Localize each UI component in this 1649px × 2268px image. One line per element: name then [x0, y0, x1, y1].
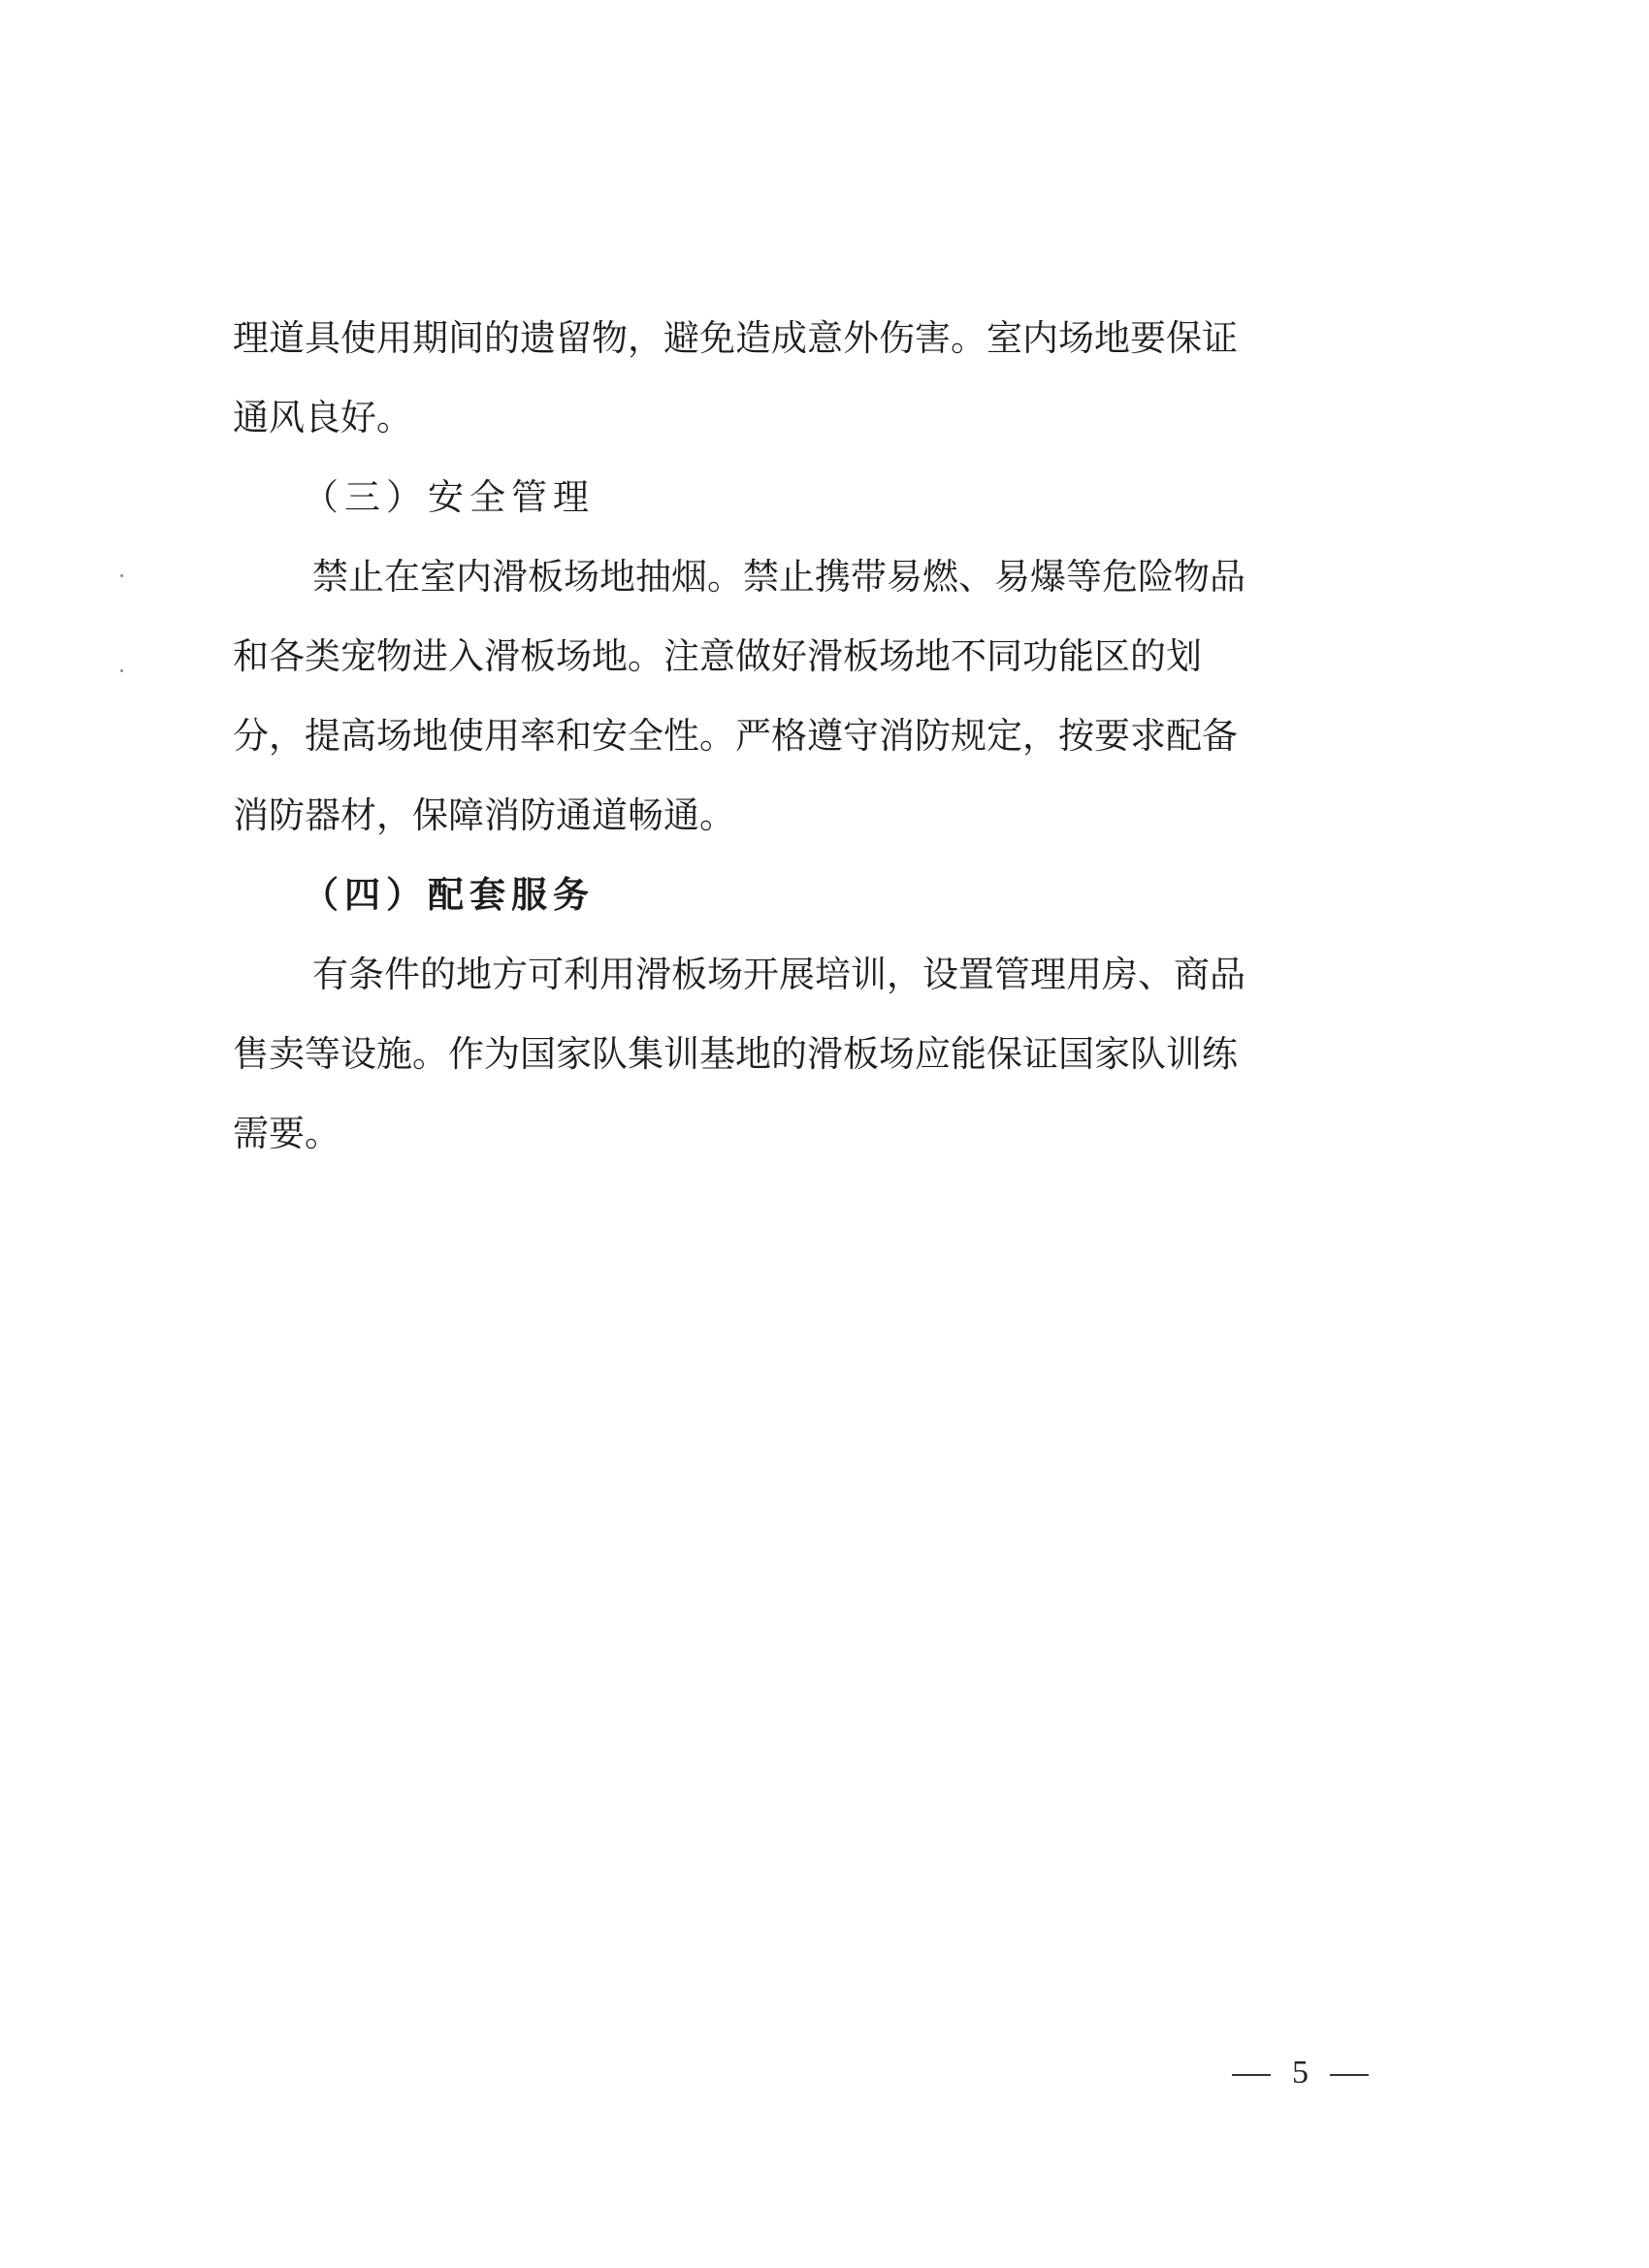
text-line: 通风良好。: [233, 397, 412, 438]
page-number-dash-right: [1330, 2074, 1369, 2076]
scan-speck: [120, 574, 123, 577]
section-heading: （三）安全管理: [303, 476, 595, 518]
page-number: [1232, 2057, 1369, 2090]
text-line: 理道具使用期间的遗留物，避免造成意外伤害。室内场地要保证: [233, 317, 1238, 359]
page-number-value: 5: [1292, 2055, 1309, 2090]
paragraph-line: 分，提高场地使用率和安全性。严格遵守消防规定，按要求配备: [233, 715, 1238, 757]
paragraph-line: 有条件的地方可利用滑板场开展培训，设置管理用房、商品: [312, 954, 1245, 995]
scan-speck: [120, 669, 123, 672]
paragraph-line: 消防器材，保障消防通道畅通。: [233, 794, 735, 836]
paragraph-line: 需要。: [233, 1113, 340, 1154]
page-number-dash-left: [1232, 2074, 1271, 2076]
section-heading: （四）配套服务: [303, 873, 595, 916]
paragraph-line: 和各类宠物进入滑板场地。注意做好滑板场地不同功能区的划: [233, 635, 1202, 677]
paragraph-line: 售卖等设施。作为国家队集训基地的滑板场应能保证国家队训练: [233, 1033, 1238, 1075]
paragraph-line: 禁止在室内滑板场地抽烟。禁止携带易燃、易爆等危险物品: [312, 556, 1245, 598]
